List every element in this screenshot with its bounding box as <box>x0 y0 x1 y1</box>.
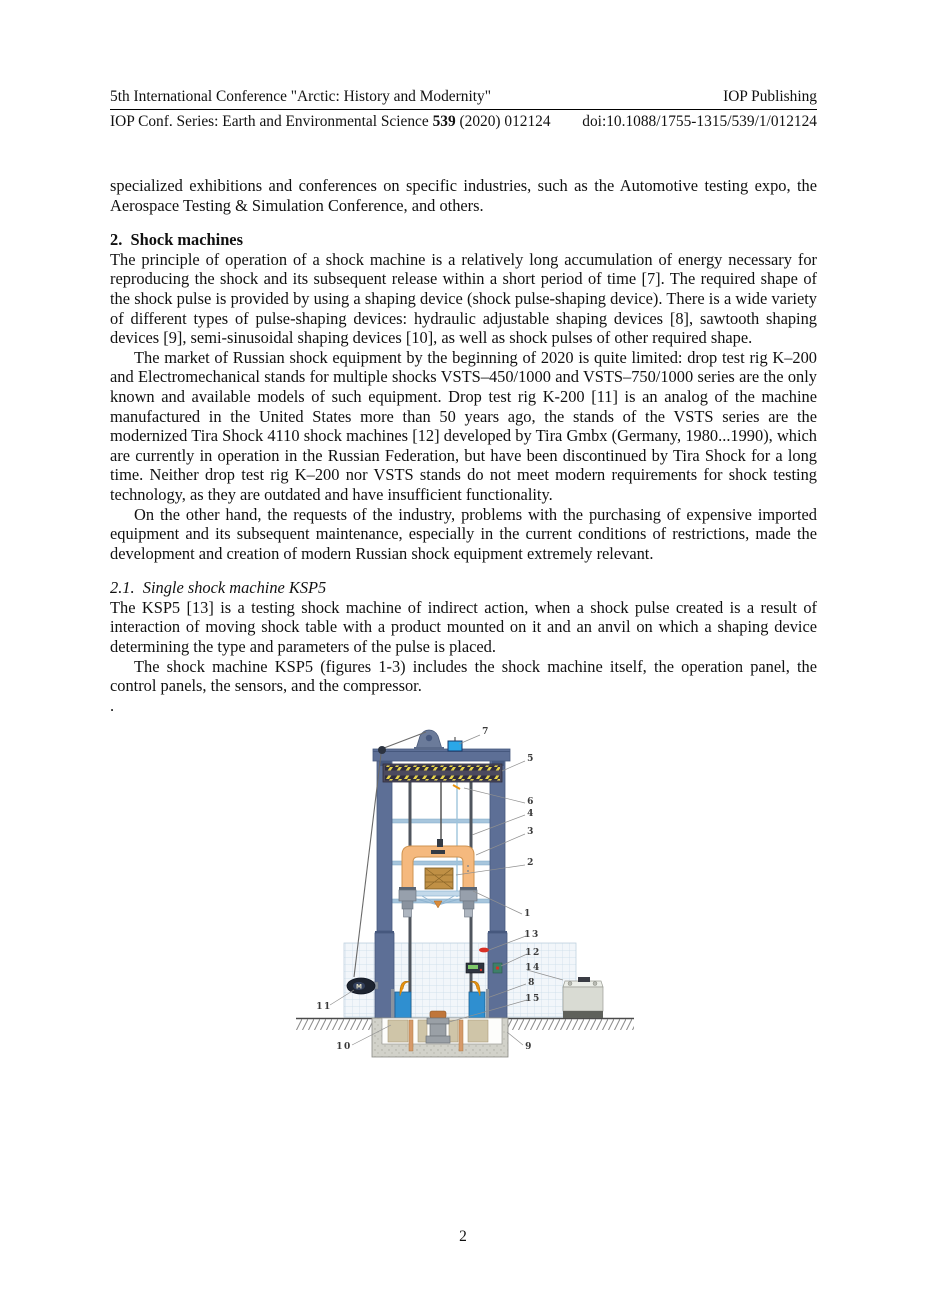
section-2-paragraph-1: The principle of operation of a shock machine is a relatively long accumulation of energy necessary for reproducing the shock and its subsequent release within a short period of time [7]. The required shape of the shock pulse is provided by using a shaping device (shock pulse-shaping device). There is a wide variety of different types of pulse-shaping devices: hydraulic adjustable shaping devices [8], sawtooth shaping devices [9], semi-sinusoidal shaping devices [10], as well as shock pulses of other required shape. <box>110 249 817 348</box>
article-body <box>110 176 817 1064</box>
section-2-1-paragraph-2: The shock machine KSP5 (figures 1-3) includes the shock machine itself, the operation panel, the control panels, the sensors, and the compressor. <box>110 656 817 696</box>
svg-text:6: 6 <box>527 797 535 808</box>
rope-hook <box>437 839 443 847</box>
journal-series: IOP Conf. Series: Earth and Environmental Science <box>110 113 433 130</box>
svg-text:M: M <box>356 983 362 991</box>
publisher-name: IOP Publishing <box>723 88 817 105</box>
shock-machine-diagram <box>296 719 636 1064</box>
citation-line <box>110 113 817 131</box>
svg-text:8: 8 <box>528 978 536 989</box>
svg-text:3: 3 <box>527 827 535 838</box>
svg-text:1: 1 <box>524 909 532 920</box>
hoist-bracket <box>414 730 444 750</box>
page-number: 2 <box>459 1228 467 1245</box>
svg-text:9: 9 <box>525 1042 533 1053</box>
pulley-wheel <box>378 746 386 754</box>
carriage-handle <box>431 850 445 854</box>
svg-text:13: 13 <box>524 930 540 941</box>
svg-text:7: 7 <box>482 727 490 738</box>
journal-issue: (2020) 012124 <box>455 113 551 130</box>
control-button-box <box>493 963 502 973</box>
svg-text:4: 4 <box>527 809 535 820</box>
section-2-1-heading: 2.1. Single shock machine KSP5 <box>110 578 327 598</box>
page-header <box>110 88 817 131</box>
doi-text: doi:10.1088/1755-1315/539/1/012124 <box>582 113 817 130</box>
svg-text:2: 2 <box>527 858 535 869</box>
header-rule <box>110 88 817 110</box>
section-2-paragraph-2: The market of Russian shock equipment by the beginning of 2020 is quite limited: drop test rig K–200 and Electromechanical stands for multiple shocks VSTS–450/1000 and VSTS–750/1000 series are the only known and available models of such equipment. Drop test rig K-200 [11] is an analog of the machine manufactured in the United States more than 50 years ago, the stands of the VSTS series are the modernized Tira Shock 4110 shock machines [12] developed by Tira Gmbx (Germany, 1980...1990), which are currently in operation in the Russian Federation, but have been discontinued by Tira Shock for a long time. Neither drop test rig K–200 nor VSTS stands do not meet modern requirements for shock testing technology, as they are outdated and have insufficient functionality. <box>110 347 817 504</box>
svg-text:12: 12 <box>525 948 541 959</box>
clamp-left <box>399 890 416 901</box>
stray-period: . <box>110 695 115 715</box>
section-2-1-paragraph-1: The KSP5 [13] is a testing shock machine of indirect action, when a shock pulse created is a result of interaction of moving shock table with a product mounted on it and an anvil on which a shaping device determining the type and parameters of the pulse is placed. <box>110 597 817 657</box>
journal-volume: 539 <box>432 113 456 130</box>
test-crate <box>425 868 453 889</box>
conference-title: 5th International Conference "Arctic: History and Modernity" <box>110 88 491 105</box>
sensor-box <box>448 737 462 751</box>
control-display <box>466 963 484 973</box>
svg-text:10: 10 <box>336 1042 352 1053</box>
paragraph-intro-continuation: specialized exhibitions and conferences on specific industries, such as the Automotive testing expo, the Aerospace Testing & Simulation Conference, and others. <box>110 176 817 215</box>
svg-text:5: 5 <box>527 754 535 765</box>
svg-text:11: 11 <box>316 1002 332 1013</box>
journal-citation <box>110 113 551 131</box>
section-2-heading: 2. Shock machines <box>110 230 243 250</box>
indicator-red <box>479 948 489 953</box>
figure-shock-machine <box>296 719 636 1064</box>
hazard-stripe-panel <box>383 764 502 782</box>
svg-text:14: 14 <box>525 963 541 974</box>
svg-text:15: 15 <box>525 994 541 1005</box>
compressor <box>563 977 603 1018</box>
section-2-paragraph-3: On the other hand, the requests of the industry, problems with the purchasing of expensive imported equipment and its subsequent maintenance, especially in the current conditions of restrictions, made the development and creation of modern Russian shock equipment extremely relevant. <box>110 504 817 563</box>
